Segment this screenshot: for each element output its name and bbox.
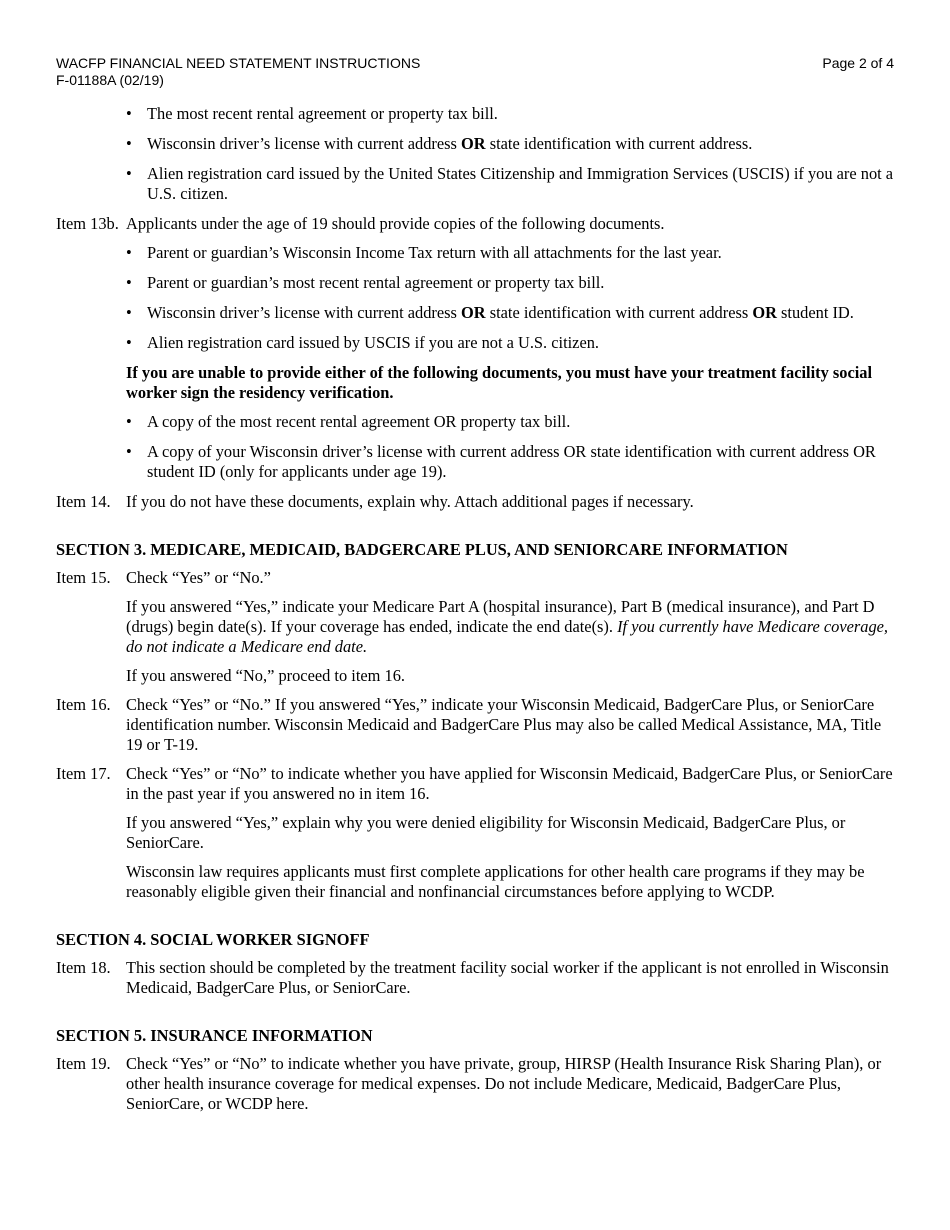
list-item: • The most recent rental agreement or property tax bill. bbox=[126, 104, 896, 124]
form-title: WACFP FINANCIAL NEED STATEMENT INSTRUCTIONS bbox=[56, 55, 421, 71]
item-14 bbox=[56, 492, 896, 512]
item-text: Check “Yes” or “No” to indicate whether you have private, group, HIRSP (Health Insurance Risk Sharing Plan), or other health insurance coverage for medical expenses. Do not include Medicare, Medicaid, BadgerCare Plus, SeniorCare, or WCDP here. bbox=[126, 1054, 882, 1113]
item-15 bbox=[56, 568, 896, 588]
item-label: Item 13b. bbox=[56, 214, 119, 233]
item-label: Item 14. bbox=[56, 492, 111, 511]
item-18 bbox=[56, 958, 896, 998]
item-text: Check “Yes” or “No.” bbox=[126, 568, 271, 587]
list-item: • Wisconsin driver’s license with current address OR state identification with current address. bbox=[126, 134, 896, 154]
item-17 bbox=[56, 764, 896, 804]
item-text: This section should be completed by the treatment facility social worker if the applicant is not enrolled in Wisconsin Medicaid, BadgerCare Plus, or SeniorCare. bbox=[126, 958, 889, 997]
list-item: • A copy of the most recent rental agreement OR property tax bill. bbox=[126, 412, 896, 432]
under-19-document-list bbox=[56, 243, 896, 353]
item-label: Item 17. bbox=[56, 764, 111, 783]
alternate-document-list bbox=[56, 412, 896, 482]
document-body bbox=[56, 104, 896, 1123]
item-17-paragraph: Wisconsin law requires applicants must first complete applications for other health care programs if they may be reasonably eligible given their financial and nonfinancial circumstances before applying to WCDP. bbox=[126, 862, 865, 901]
item-text: Check “Yes” or “No.” If you answered “Yes,” indicate your Wisconsin Medicaid, BadgerCare Plus, or SeniorCare identification number. Wisconsin Medicaid and BadgerCare Plus may also be called Medical Assistance, MA, Title 19 or T-19. bbox=[126, 695, 882, 754]
list-item: • Alien registration card issued by the United States Citizenship and Immigration Services (USCIS) if you are not a U.S. citizen. bbox=[126, 164, 896, 204]
item-13b bbox=[56, 214, 896, 234]
list-item: • Wisconsin driver’s license with current address OR state identification with current address OR student ID. bbox=[126, 303, 896, 323]
section-5-heading: SECTION 5. INSURANCE INFORMATION bbox=[56, 1026, 373, 1045]
item-label: Item 16. bbox=[56, 695, 111, 714]
list-item: • A copy of your Wisconsin driver’s license with current address OR state identification with current address OR student ID (only for applicants under age 19). bbox=[126, 442, 896, 482]
item-label: Item 15. bbox=[56, 568, 111, 587]
item-text: Check “Yes” or “No” to indicate whether you have applied for Wisconsin Medicaid, BadgerCare Plus, or SeniorCare in the past year if you answered no in item 16. bbox=[126, 764, 893, 803]
page-header bbox=[56, 55, 420, 89]
item-17-paragraph: If you answered “Yes,” explain why you were denied eligibility for Wisconsin Medicaid, BadgerCare Plus, or SeniorCare. bbox=[126, 813, 846, 852]
page-number: Page 2 of 4 bbox=[822, 55, 894, 71]
item-label: Item 18. bbox=[56, 958, 111, 977]
item-text: Applicants under the age of 19 should provide copies of the following documents. bbox=[126, 214, 665, 233]
item-15-paragraph: If you answered “No,” proceed to item 16. bbox=[126, 666, 405, 685]
item-label: Item 19. bbox=[56, 1054, 111, 1073]
item-19 bbox=[56, 1054, 896, 1114]
list-item: • Parent or guardian’s most recent rental agreement or property tax bill. bbox=[126, 273, 896, 293]
residency-verification-note: If you are unable to provide either of the following documents, you must have your treatment facility social worker sign the residency verification. bbox=[126, 363, 873, 402]
item-16 bbox=[56, 695, 896, 755]
list-item: • Parent or guardian’s Wisconsin Income Tax return with all attachments for the last year. bbox=[126, 243, 896, 263]
item-text: If you do not have these documents, explain why. Attach additional pages if necessary. bbox=[126, 492, 694, 511]
item-15-paragraph: If you answered “Yes,” indicate your Medicare Part A (hospital insurance), Part B (medical insurance), and Part D (drugs) begin date(s). If your coverage has ended, indicate the end date(s). If you currently have Medicare coverage, do not indicate a Medicare end date. bbox=[126, 597, 889, 656]
form-number: F-01188A (02/19) bbox=[56, 72, 164, 88]
section-4-heading: SECTION 4. SOCIAL WORKER SIGNOFF bbox=[56, 930, 370, 949]
section-3-heading: SECTION 3. MEDICARE, MEDICAID, BADGERCARE PLUS, AND SENIORCARE INFORMATION bbox=[56, 540, 788, 559]
residency-document-list bbox=[56, 104, 896, 204]
list-item: • Alien registration card issued by USCIS if you are not a U.S. citizen. bbox=[126, 333, 896, 353]
